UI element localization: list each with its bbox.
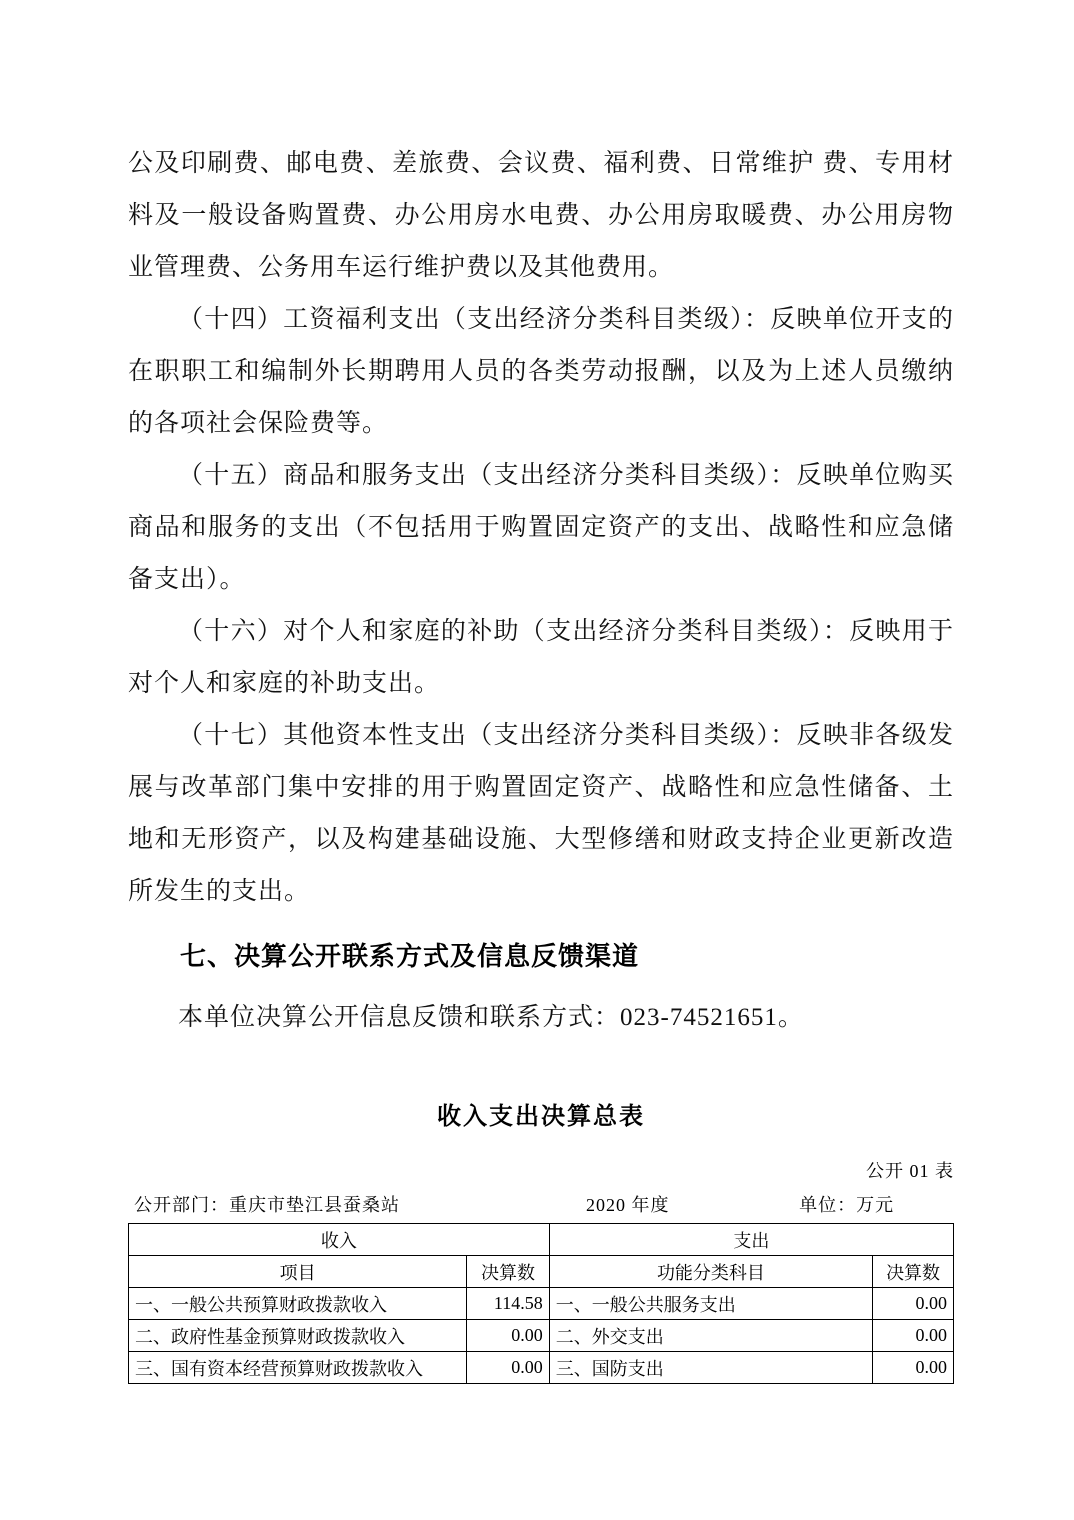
summary-table-block: [128, 1096, 954, 1384]
body-paragraph: （十七）其他资本性支出（支出经济分类科目类级）：反映非各级发展与改革部门集中安排的用于购置固定资产、战略性和应急性储备、土地和无形资产，以及构建基础设施、大型修缮和财政支持企业更新改造所发生的支出。: [128, 722, 954, 905]
income-value-cell: 0.00: [467, 1352, 550, 1384]
expense-value-cell: 0.00: [873, 1288, 954, 1320]
group-header-income: 收入: [129, 1224, 550, 1256]
expense-value-cell: 0.00: [873, 1320, 954, 1352]
meta-unit: 单位：万元: [799, 1195, 895, 1215]
section-heading: 七、决算公开联系方式及信息反馈渠道: [180, 941, 640, 971]
income-item-cell: 三、国有资本经营预算财政拨款收入: [129, 1352, 467, 1384]
income-item-cell: 一、一般公共预算财政拨款收入: [129, 1288, 467, 1320]
meta-year: 2020 年度: [585, 1195, 670, 1215]
expense-item-cell: 一、一般公共服务支出: [549, 1288, 872, 1320]
body-paragraph: （十四）工资福利支出（支出经济分类科目类级）：反映单位开支的在职职工和编制外长期聘用人员的各类劳动报酬，以及为上述人员缴纳的各项社会保险费等。: [128, 306, 954, 437]
col-header-income-value: 决算数: [467, 1256, 550, 1288]
body-paragraph: （十五）商品和服务支出（支出经济分类科目类级）：反映单位购买商品和服务的支出（不包括用于购置固定资产的支出、战略性和应急储备支出）。: [128, 462, 954, 593]
income-value-cell: 114.58: [467, 1288, 550, 1320]
body-paragraph: 公及印刷费、邮电费、差旅费、会议费、福利费、日常维护 费、专用材料及一般设备购置费、办公用房水电费、办公用房取暖费、办公用房物业管理费、公务用车运行维护费以及其他费用。: [128, 150, 954, 281]
table-row: [129, 1320, 954, 1352]
table-group-header-row: [129, 1224, 954, 1256]
table-meta-row: [128, 1191, 954, 1223]
col-header-expense-value: 决算数: [873, 1256, 954, 1288]
col-header-income-item: 项目: [129, 1256, 467, 1288]
table-number-label: 公开 01 表: [866, 1161, 954, 1181]
income-value-cell: 0.00: [467, 1320, 550, 1352]
col-header-expense-item: 功能分类科目: [549, 1256, 872, 1288]
summary-table: [128, 1223, 954, 1384]
contact-line: 本单位决算公开信息反馈和联系方式：023-74521651。: [178, 1004, 804, 1031]
table-row: [129, 1288, 954, 1320]
group-header-expense: 支出: [549, 1224, 953, 1256]
table-title: 收入支出决算总表: [437, 1103, 645, 1130]
expense-value-cell: 0.00: [873, 1352, 954, 1384]
table-row: [129, 1352, 954, 1384]
expense-item-cell: 二、外交支出: [549, 1320, 872, 1352]
expense-item-cell: 三、国防支出: [549, 1352, 872, 1384]
meta-department: 公开部门：重庆市垫江县蚕桑站: [134, 1195, 400, 1215]
body-paragraph: （十六）对个人和家庭的补助（支出经济分类科目类级）：反映用于对个人和家庭的补助支出。: [128, 618, 954, 697]
table-column-header-row: [129, 1256, 954, 1288]
income-item-cell: 二、政府性基金预算财政拨款收入: [129, 1320, 467, 1352]
